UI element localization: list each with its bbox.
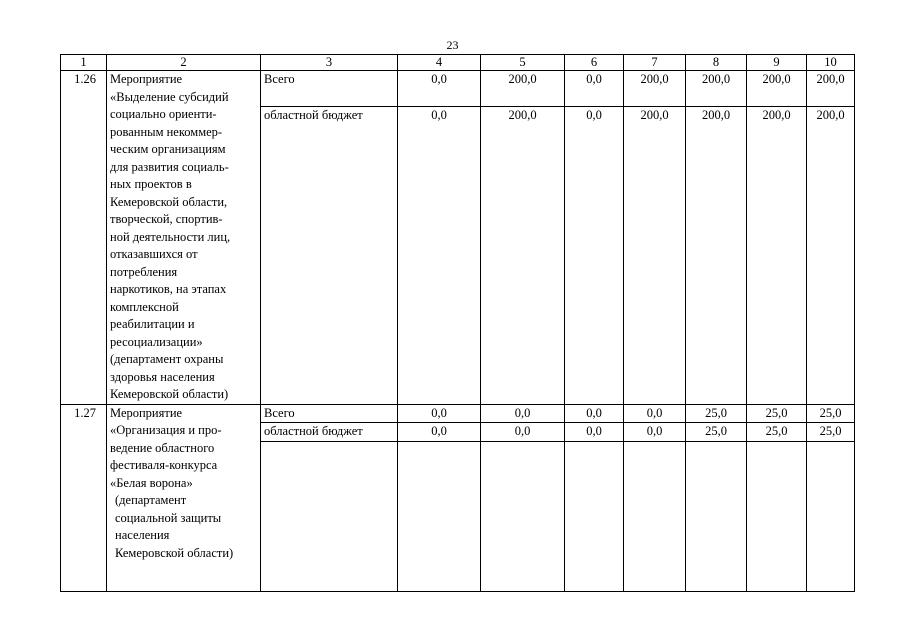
column-header: 2 [107,55,261,71]
measure-text-line: (департамент охраны [110,352,224,366]
funding-value: 200,0 [807,106,855,404]
measure-description [107,71,261,405]
funding-value: 25,0 [686,423,747,442]
funding-value: 200,0 [481,71,565,107]
column-header: 9 [747,55,807,71]
funding-source-label: Всего [261,71,398,107]
measure-text-line: «Выделение субсидий [110,89,229,104]
funding-value: 0,0 [624,404,686,423]
funding-value: 0,0 [481,404,565,423]
funding-value: 200,0 [624,106,686,404]
measure-text-line: реабилитации и [110,317,195,331]
funding-value: 0,0 [565,423,624,442]
empty-cell [481,441,565,591]
measure-text-line: Кемеровской области, [110,194,228,209]
empty-cell [565,441,624,591]
funding-value: 0,0 [398,106,481,404]
funding-value: 200,0 [686,71,747,107]
column-header: 3 [261,55,398,71]
column-header: 10 [807,55,855,71]
measure-text-line: наркотиков, на этапах [110,282,227,296]
empty-cell [686,441,747,591]
funding-value: 25,0 [747,404,807,423]
empty-cell [398,441,481,591]
measure-text-line: социально ориенти- [110,107,217,121]
funding-value: 200,0 [747,71,807,107]
column-header: 7 [624,55,686,71]
measure-text-line: ной деятельности лиц, [110,229,231,244]
column-header: 1 [61,55,107,71]
measure-department-line: (департамент [115,493,187,507]
measure-text-line: для развития социаль- [110,159,229,174]
measure-text-line: «Белая ворона» [110,475,193,490]
measure-text-line: ных проектов в [110,177,192,191]
measure-text-line: ведение областного [110,440,215,455]
table-row [61,71,855,107]
funding-value: 0,0 [398,404,481,423]
funding-value: 0,0 [565,71,624,107]
column-header: 4 [398,55,481,71]
measure-department-line: Кемеровской области) [115,545,234,560]
funding-value: 200,0 [686,106,747,404]
budget-table [60,54,855,592]
header-row [61,55,855,71]
funding-value: 0,0 [565,404,624,423]
funding-value: 0,0 [481,423,565,442]
measure-text-line: здоровья населения [110,369,215,384]
empty-cell [624,441,686,591]
row-number: 1.26 [61,71,107,405]
funding-value: 200,0 [481,106,565,404]
funding-value: 25,0 [686,404,747,423]
funding-source-label: областной бюджет [261,106,398,404]
measure-text-line: ческим организациям [110,142,226,156]
funding-value: 25,0 [747,423,807,442]
measure-text-line: комплексной [110,299,179,314]
funding-value: 25,0 [807,423,855,442]
funding-value: 0,0 [398,423,481,442]
measure-title: Мероприятие [110,405,183,420]
measure-text-line: рованным некоммер- [110,124,223,139]
measure-text-line: потребления [110,264,178,279]
empty-cell [261,441,398,591]
measure-text-line: Кемеровской области) [110,387,229,401]
funding-source-label: областной бюджет [261,423,398,442]
funding-value: 0,0 [624,423,686,442]
column-header: 5 [481,55,565,71]
measure-department-line: социальной защиты [115,510,222,525]
funding-value: 200,0 [747,106,807,404]
row-number: 1.27 [61,404,107,591]
column-header: 8 [686,55,747,71]
funding-source-label: Всего [261,404,398,423]
measure-text-line: фестиваля-конкурса [110,458,218,472]
measure-title: Мероприятие [110,72,183,86]
table-row [61,404,855,423]
measure-text-line: ресоциализации» [110,334,203,349]
measure-text-line: отказавшихся от [110,247,198,261]
measure-department-line: населения [115,528,170,542]
measure-description [107,404,261,591]
measure-text-line: «Организация и про- [110,423,222,437]
column-header: 6 [565,55,624,71]
empty-cell [747,441,807,591]
funding-value: 25,0 [807,404,855,423]
funding-value: 0,0 [398,71,481,107]
empty-cell [807,441,855,591]
page-number: 23 [446,38,459,52]
measure-text-line: творческой, спортив- [110,212,223,226]
funding-value: 200,0 [624,71,686,107]
funding-value: 0,0 [565,106,624,404]
funding-value: 200,0 [807,71,855,107]
